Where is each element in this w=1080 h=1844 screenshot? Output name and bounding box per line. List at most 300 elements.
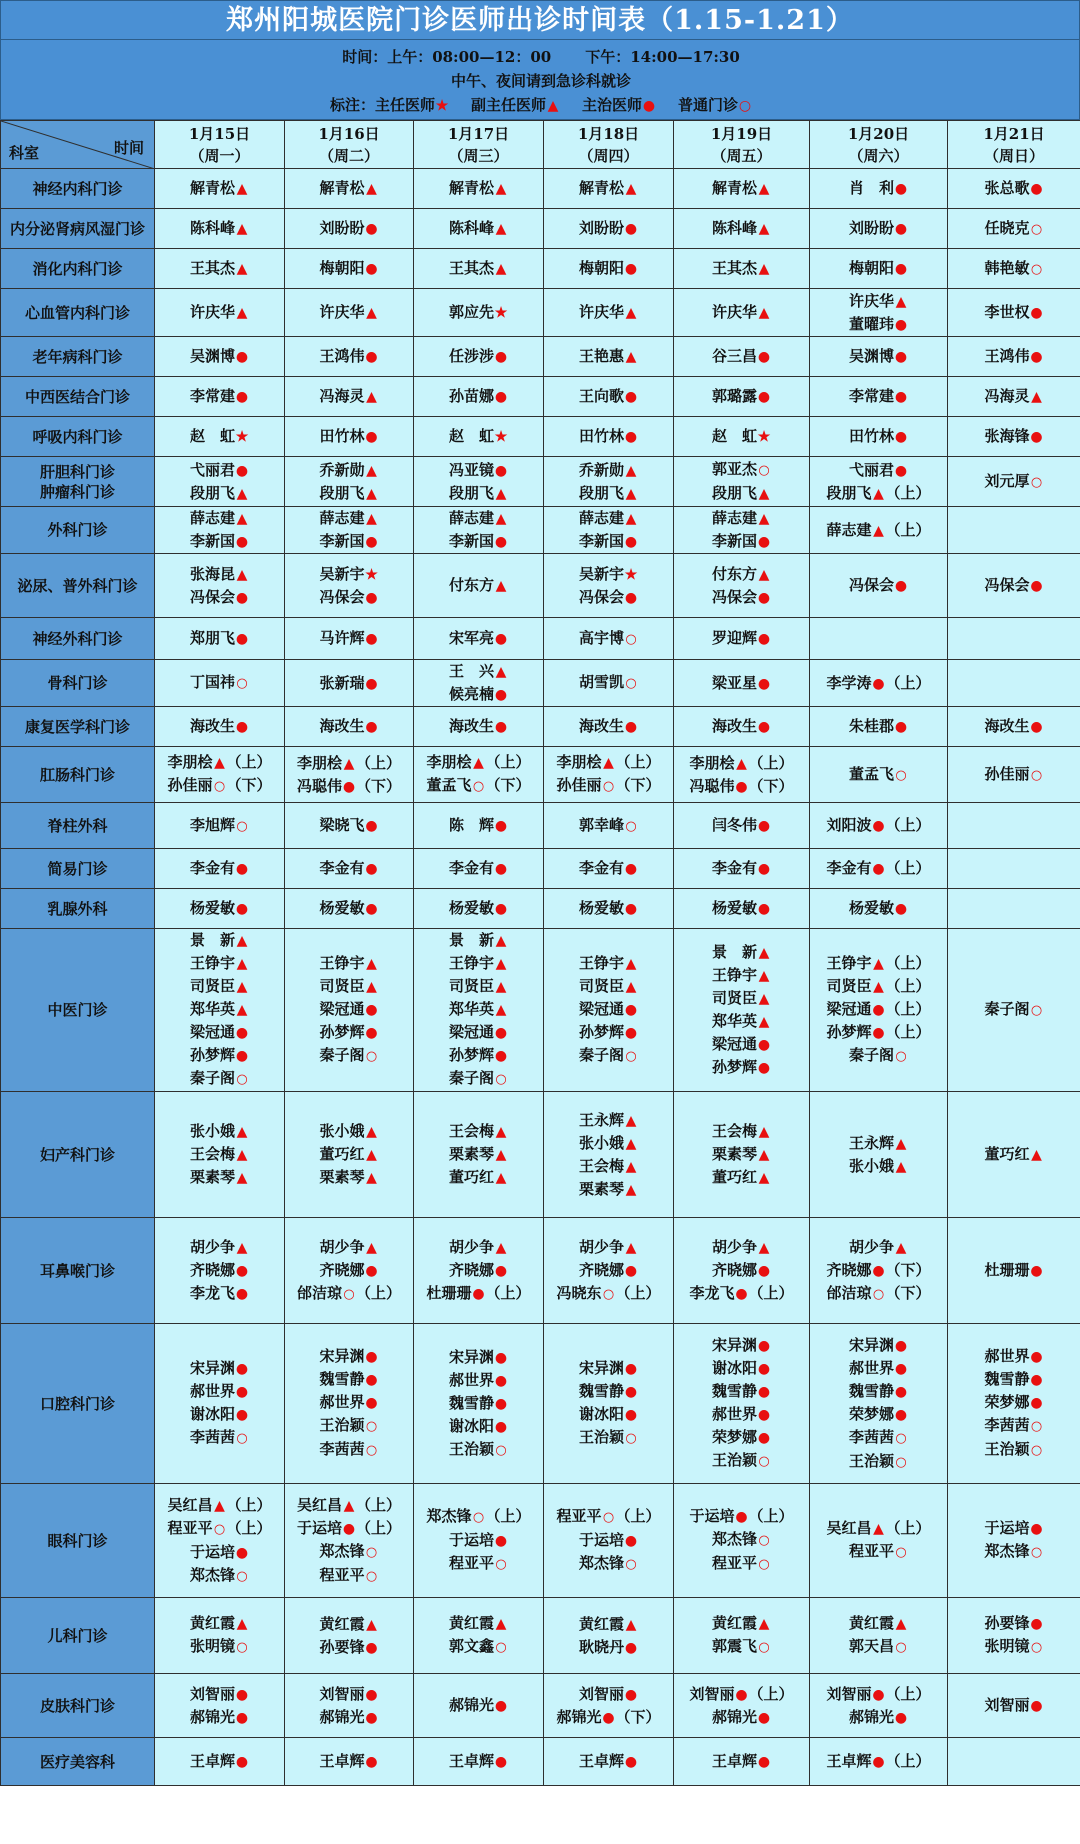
schedule-cell bbox=[674, 289, 810, 337]
triangle-icon: ▲ bbox=[758, 1240, 770, 1256]
filled-circle-icon: ● bbox=[342, 1520, 356, 1537]
doctor-entry bbox=[414, 1143, 543, 1166]
filled-circle-icon: ● bbox=[235, 534, 249, 550]
session-tag: （上） bbox=[885, 1519, 931, 1537]
doctor-name: 黄红霞 bbox=[319, 1614, 365, 1633]
doctor-entry bbox=[285, 672, 413, 695]
schedule-cell bbox=[155, 554, 285, 618]
doctor-name: 海改生 bbox=[319, 717, 365, 735]
doctor-entry bbox=[285, 1236, 413, 1259]
doctor-entry bbox=[414, 345, 543, 368]
filled-circle-icon: ● bbox=[624, 389, 638, 405]
doctor-name: 栗素琴 bbox=[319, 1168, 365, 1186]
doctor-entry bbox=[544, 459, 673, 482]
doctor-entry bbox=[948, 1259, 1080, 1282]
filled-circle-icon: ● bbox=[894, 221, 908, 237]
doctor-name: 郑朋飞 bbox=[189, 629, 235, 647]
doctor-name: 李朋桧 bbox=[426, 753, 472, 771]
afternoon-hours: 下午：14:00—17:30 bbox=[585, 48, 740, 66]
table-row bbox=[1, 1674, 1080, 1738]
doctor-entry bbox=[155, 586, 284, 609]
doctor-entry bbox=[544, 715, 673, 738]
schedule-cell bbox=[544, 1598, 674, 1674]
legend-item bbox=[375, 96, 449, 114]
doctor-entry bbox=[674, 672, 809, 695]
schedule-cell bbox=[155, 507, 285, 554]
dept-cell bbox=[1, 554, 155, 618]
doctor-name: 薛志建 bbox=[319, 509, 365, 527]
doctor-name: 段朋飞 bbox=[448, 483, 494, 502]
schedule-cell bbox=[948, 507, 1080, 554]
schedule-cell bbox=[285, 337, 414, 377]
dept-name: 肿瘤科门诊 bbox=[39, 482, 115, 501]
doctor-name: 王会梅 bbox=[578, 1156, 624, 1175]
session-tag: （上） bbox=[885, 483, 931, 502]
doctor-entry bbox=[674, 301, 809, 324]
triangle-icon: ▲ bbox=[495, 485, 507, 502]
doctor-entry bbox=[414, 660, 543, 683]
ring-icon: ○ bbox=[365, 1568, 378, 1584]
ring-icon: ○ bbox=[365, 1419, 378, 1434]
doctor-entry bbox=[155, 1706, 284, 1729]
doctor-name: 齐晓娜 bbox=[826, 1260, 872, 1279]
doctor-name: 冯保会 bbox=[848, 576, 894, 594]
triangle-icon: ▲ bbox=[758, 486, 770, 502]
triangle-icon: ▲ bbox=[366, 1147, 377, 1163]
doctor-name: 李金有 bbox=[189, 859, 235, 877]
dept-cell bbox=[1, 929, 155, 1092]
doctor-name: 司贤臣 bbox=[578, 977, 624, 995]
doctor-name: 冯聪伟 bbox=[689, 776, 735, 795]
doctor-entry bbox=[674, 1528, 809, 1552]
triangle-icon: ▲ bbox=[495, 578, 507, 594]
filled-circle-icon: ● bbox=[872, 675, 885, 692]
triangle-icon: ▲ bbox=[236, 485, 248, 502]
triangle-icon: ▲ bbox=[625, 1158, 637, 1175]
schedule-cell bbox=[544, 660, 674, 707]
doctor-entry bbox=[285, 1683, 413, 1706]
schedule-cell bbox=[414, 1092, 544, 1218]
doctor-entry bbox=[544, 857, 673, 880]
doctor-entry bbox=[948, 1414, 1080, 1438]
doctor-entry bbox=[674, 1120, 809, 1143]
session-tag: （下） bbox=[615, 776, 661, 794]
doctor-entry bbox=[155, 301, 284, 324]
triangle-icon: ▲ bbox=[625, 462, 637, 479]
table-row bbox=[1, 849, 1080, 889]
doctor-entry bbox=[810, 257, 947, 280]
doctor-entry bbox=[810, 1450, 947, 1474]
filled-circle-icon: ● bbox=[365, 534, 378, 550]
filled-circle-icon: ● bbox=[365, 261, 378, 277]
schedule-cell bbox=[544, 1484, 674, 1598]
doctor-entry bbox=[544, 586, 673, 609]
star-icon: ★ bbox=[494, 305, 508, 321]
triangle-icon: ▲ bbox=[625, 956, 637, 972]
doctor-name: 杨爱敏 bbox=[848, 899, 894, 917]
doctor-name: 王铮宇 bbox=[189, 954, 235, 972]
schedule-cell bbox=[674, 249, 810, 289]
doctor-name: 王卓辉 bbox=[448, 1752, 494, 1770]
dept-name: 外科门诊 bbox=[47, 521, 108, 539]
doctor-name: 郑杰锋 bbox=[578, 1554, 624, 1572]
session-tag: （下） bbox=[226, 776, 272, 794]
doctor-name: 陈科峰 bbox=[711, 219, 757, 237]
schedule-cell bbox=[810, 849, 948, 889]
doctor-entry bbox=[155, 1120, 284, 1143]
doctor-entry bbox=[285, 530, 413, 553]
doctor-entry bbox=[285, 1282, 413, 1306]
doctor-entry bbox=[544, 1750, 673, 1773]
doctor-name: 栗素琴 bbox=[711, 1145, 757, 1163]
doctor-name: 孙梦辉 bbox=[578, 1023, 624, 1041]
filled-circle-icon: ● bbox=[757, 534, 771, 550]
doctor-name: 张明镜 bbox=[189, 1637, 235, 1655]
doctor-name: 许庆华 bbox=[319, 303, 365, 321]
doctor-name: 孙梦辉 bbox=[189, 1046, 235, 1064]
doctor-name: 郑杰锋 bbox=[711, 1530, 757, 1548]
triangle-icon: ▲ bbox=[547, 98, 559, 114]
session-tag: （下） bbox=[885, 1260, 931, 1279]
doctor-entry bbox=[285, 482, 413, 505]
dept-name: 简易门诊 bbox=[47, 859, 108, 878]
ring-icon: ○ bbox=[1030, 1003, 1043, 1018]
doctor-name: 郑华英 bbox=[189, 1000, 235, 1018]
doctor-name: 王铮宇 bbox=[578, 954, 624, 972]
schedule-cell bbox=[674, 1092, 810, 1218]
filled-circle-icon: ● bbox=[365, 1709, 378, 1726]
schedule-cell bbox=[810, 1674, 948, 1738]
doctor-name: 张小娥 bbox=[189, 1122, 235, 1140]
doctor-name: 张新瑞 bbox=[319, 673, 365, 692]
table-row bbox=[1, 803, 1080, 849]
doctor-entry bbox=[544, 1155, 673, 1178]
schedule-cell bbox=[155, 1484, 285, 1598]
doctor-name: 李世权 bbox=[984, 303, 1030, 321]
doctor-entry bbox=[544, 897, 673, 920]
doctor-name: 薛志建 bbox=[578, 509, 624, 527]
doctor-entry bbox=[414, 301, 543, 324]
doctor-name: 吴红昌 bbox=[167, 1495, 213, 1514]
schedule-cell bbox=[155, 209, 285, 249]
doctor-name: 赵 虹 bbox=[448, 427, 494, 445]
filled-circle-icon: ● bbox=[365, 1395, 378, 1411]
doctor-entry bbox=[285, 814, 413, 837]
doctor-entry bbox=[810, 313, 947, 336]
doctor-entry bbox=[544, 1380, 673, 1403]
session-tag: （上） bbox=[356, 1495, 402, 1514]
doctor-entry bbox=[674, 715, 809, 738]
schedule-cell bbox=[810, 209, 948, 249]
doctor-name: 王艳惠 bbox=[578, 347, 624, 365]
ring-icon: ○ bbox=[895, 767, 907, 783]
triangle-icon: ▲ bbox=[366, 389, 377, 405]
dept-name: 老年病科门诊 bbox=[32, 347, 123, 366]
ring-icon: ○ bbox=[236, 1568, 248, 1584]
schedule-cell bbox=[544, 1738, 674, 1786]
schedule-cell bbox=[674, 457, 810, 507]
doctor-entry bbox=[810, 1357, 947, 1380]
doctor-entry bbox=[544, 1044, 673, 1068]
doctor-name: 齐晓娜 bbox=[578, 1260, 624, 1279]
doctor-entry bbox=[810, 1403, 947, 1426]
doctor-entry bbox=[544, 1357, 673, 1380]
doctor-entry bbox=[674, 345, 809, 368]
doctor-entry bbox=[414, 1236, 543, 1259]
triangle-icon: ▲ bbox=[625, 1616, 637, 1633]
doctor-entry bbox=[155, 1021, 284, 1044]
doctor-name: 李茜茜 bbox=[319, 1440, 365, 1458]
schedule-cell bbox=[155, 337, 285, 377]
filled-circle-icon: ● bbox=[494, 1025, 508, 1041]
doctor-name: 董孟飞 bbox=[848, 764, 894, 783]
triangle-icon: ▲ bbox=[1031, 389, 1042, 405]
doctor-name: 于运培 bbox=[448, 1531, 494, 1549]
schedule-cell bbox=[155, 849, 285, 889]
schedule-cell bbox=[674, 660, 810, 707]
schedule-cell bbox=[948, 209, 1080, 249]
doctor-name: 谢冰阳 bbox=[189, 1405, 235, 1423]
session-tag: （下） bbox=[615, 1707, 661, 1726]
triangle-icon: ▲ bbox=[1031, 1147, 1042, 1163]
doctor-name: 董曜玮 bbox=[848, 314, 894, 333]
triangle-icon: ▲ bbox=[895, 1239, 907, 1256]
session-tag: （上） bbox=[485, 753, 531, 771]
doctor-name: 海改生 bbox=[189, 717, 235, 735]
doctor-entry bbox=[810, 1021, 947, 1044]
doctor-entry bbox=[285, 1345, 413, 1368]
triangle-icon: ▲ bbox=[343, 755, 355, 772]
doctor-entry bbox=[674, 987, 809, 1010]
doctor-entry bbox=[810, 482, 947, 505]
filled-circle-icon: ● bbox=[757, 861, 771, 877]
schedule-cell bbox=[285, 747, 414, 803]
doctor-entry bbox=[285, 1414, 413, 1438]
doctor-name: 宋异渊 bbox=[319, 1347, 365, 1365]
doctor-name: 郝世界 bbox=[848, 1358, 894, 1377]
doctor-entry bbox=[285, 459, 413, 482]
doctor-name: 陈科峰 bbox=[448, 219, 494, 237]
schedule-cell bbox=[674, 929, 810, 1092]
schedule-cell bbox=[285, 1738, 414, 1786]
filled-circle-icon: ● bbox=[235, 1361, 249, 1377]
doctor-name: 郑华英 bbox=[448, 1000, 494, 1018]
triangle-icon: ▲ bbox=[758, 968, 770, 984]
schedule-cell bbox=[155, 169, 285, 209]
doctor-entry bbox=[155, 751, 284, 774]
dept-cell bbox=[1, 1218, 155, 1324]
doctor-name: 王治颖 bbox=[711, 1451, 757, 1469]
schedule-cell bbox=[544, 457, 674, 507]
triangle-icon: ▲ bbox=[758, 1014, 770, 1030]
filled-circle-icon: ● bbox=[894, 462, 908, 479]
dept-name: 骨科门诊 bbox=[47, 674, 108, 692]
doctor-name: 荣梦娜 bbox=[848, 1404, 894, 1423]
doctor-name: 王永辉 bbox=[848, 1133, 894, 1152]
legend-label: 普通门诊 bbox=[678, 96, 739, 114]
doctor-name: 刘智丽 bbox=[984, 1696, 1030, 1714]
dept-cell bbox=[1, 209, 155, 249]
dept-name: 内分泌肾病风湿门诊 bbox=[9, 219, 145, 238]
doctor-name: 梁冠通 bbox=[826, 1000, 872, 1018]
filled-circle-icon: ● bbox=[1030, 1521, 1043, 1537]
doctor-entry bbox=[810, 1517, 947, 1540]
filled-circle-icon: ● bbox=[624, 221, 638, 237]
doctor-entry bbox=[674, 627, 809, 650]
doctor-entry bbox=[285, 1564, 413, 1588]
triangle-icon: ▲ bbox=[758, 1170, 770, 1186]
doctor-entry bbox=[414, 627, 543, 650]
doctor-entry bbox=[948, 574, 1080, 597]
day-week: （周一） bbox=[189, 146, 250, 165]
doctor-name: 郝锦光 bbox=[448, 1696, 494, 1714]
doctor-name: 胡少争 bbox=[448, 1238, 494, 1256]
filled-circle-icon: ● bbox=[1030, 578, 1043, 594]
schedule-cell bbox=[155, 929, 285, 1092]
triangle-icon: ▲ bbox=[366, 305, 377, 321]
filled-circle-icon: ● bbox=[602, 1709, 615, 1726]
table-row bbox=[1, 457, 1080, 507]
schedule-cell bbox=[674, 554, 810, 618]
doctor-entry bbox=[155, 1357, 284, 1380]
triangle-icon: ▲ bbox=[495, 511, 507, 527]
doctor-entry bbox=[674, 1683, 809, 1706]
doctor-name: 胡少争 bbox=[848, 1237, 894, 1256]
filled-circle-icon: ● bbox=[757, 675, 771, 692]
doctor-entry bbox=[544, 952, 673, 975]
doctor-name: 司贤臣 bbox=[826, 977, 872, 995]
filled-circle-icon: ● bbox=[894, 1406, 908, 1423]
legend-label: 副主任医师 bbox=[470, 96, 546, 114]
doctor-entry bbox=[810, 998, 947, 1021]
filled-circle-icon: ● bbox=[235, 861, 249, 877]
doctor-entry bbox=[810, 1044, 947, 1068]
doctor-name: 孙佳丽 bbox=[556, 776, 602, 794]
doctor-name: 吴红昌 bbox=[296, 1495, 342, 1514]
schedule-cell bbox=[674, 618, 810, 660]
schedule-cell bbox=[414, 377, 544, 417]
session-tag: （上） bbox=[485, 1507, 531, 1525]
day-header bbox=[948, 121, 1080, 169]
doctor-name: 李学涛 bbox=[826, 673, 872, 692]
schedule-cell bbox=[285, 1674, 414, 1738]
table-row bbox=[1, 417, 1080, 457]
doctor-entry bbox=[414, 1438, 543, 1462]
doctor-name: 冯保会 bbox=[984, 576, 1030, 594]
ring-icon: ○ bbox=[1030, 474, 1043, 490]
doctor-entry bbox=[810, 672, 947, 695]
filled-circle-icon: ● bbox=[365, 589, 378, 606]
doctor-entry bbox=[674, 563, 809, 586]
doctor-entry bbox=[155, 217, 284, 240]
legend-item bbox=[471, 96, 560, 114]
doctor-name: 冯海灵 bbox=[984, 387, 1030, 405]
filled-circle-icon: ● bbox=[235, 1544, 249, 1561]
filled-circle-icon: ● bbox=[624, 1533, 638, 1549]
doctor-name: 付东方 bbox=[448, 576, 494, 594]
doctor-name: 王治颖 bbox=[578, 1428, 624, 1446]
triangle-icon: ▲ bbox=[366, 956, 377, 972]
doctor-name: 海改生 bbox=[448, 717, 494, 735]
schedule-cell bbox=[948, 1598, 1080, 1674]
table-row bbox=[1, 169, 1080, 209]
doctor-name: 冯保会 bbox=[319, 587, 365, 606]
table-row bbox=[1, 289, 1080, 337]
doctor-entry bbox=[414, 530, 543, 553]
doctor-entry bbox=[285, 507, 413, 530]
filled-circle-icon: ● bbox=[1030, 719, 1043, 735]
ring-icon: ○ bbox=[758, 463, 770, 478]
schedule-cell bbox=[155, 1092, 285, 1218]
filled-circle-icon: ● bbox=[757, 1384, 771, 1400]
schedule-cell bbox=[414, 337, 544, 377]
triangle-icon: ▲ bbox=[758, 261, 770, 277]
doctor-name: 于运培 bbox=[296, 1518, 342, 1537]
day-date: 1月20日 bbox=[847, 124, 910, 143]
filled-circle-icon: ● bbox=[365, 221, 378, 237]
schedule-cell bbox=[674, 1324, 810, 1484]
triangle-icon: ▲ bbox=[236, 1240, 248, 1256]
legend-prefix: 标注： bbox=[329, 96, 375, 114]
filled-circle-icon: ● bbox=[365, 1349, 378, 1365]
triangle-icon: ▲ bbox=[366, 181, 377, 197]
doctor-entry bbox=[285, 998, 413, 1021]
doctor-name: 邰洁琼 bbox=[826, 1283, 872, 1302]
doctor-name: 田竹林 bbox=[319, 427, 365, 445]
doctor-entry bbox=[674, 1706, 809, 1729]
triangle-icon: ▲ bbox=[625, 979, 637, 995]
doctor-entry bbox=[810, 217, 947, 240]
doctor-name: 杨爱敏 bbox=[711, 899, 757, 917]
doctor-name: 胡雪凯 bbox=[578, 673, 624, 691]
filled-circle-icon: ● bbox=[1030, 1698, 1043, 1714]
doctor-name: 谷三昌 bbox=[711, 347, 757, 365]
doctor-name: 黄红霞 bbox=[448, 1614, 494, 1632]
doctor-name: 李茜茜 bbox=[984, 1416, 1030, 1434]
schedule-cell bbox=[810, 289, 948, 337]
doctor-name: 刘元厚 bbox=[984, 471, 1030, 490]
doctor-name: 冯保会 bbox=[578, 587, 624, 606]
day-header bbox=[285, 121, 414, 169]
schedule-cell bbox=[414, 1484, 544, 1598]
filled-circle-icon: ● bbox=[624, 719, 638, 735]
triangle-icon: ▲ bbox=[758, 305, 770, 321]
triangle-icon: ▲ bbox=[758, 566, 770, 583]
doctor-name: 孙苗娜 bbox=[448, 387, 494, 405]
doctor-entry bbox=[155, 952, 284, 975]
doctor-entry bbox=[948, 1635, 1080, 1659]
schedule-cell bbox=[285, 457, 414, 507]
doctor-entry bbox=[414, 1392, 543, 1415]
doctor-entry bbox=[414, 1021, 543, 1044]
doctor-name: 孙梦辉 bbox=[448, 1046, 494, 1064]
doctor-name: 任晓克 bbox=[984, 218, 1030, 237]
doctor-entry bbox=[948, 425, 1080, 448]
filled-circle-icon: ● bbox=[494, 719, 508, 735]
doctor-entry bbox=[155, 1259, 284, 1282]
doctor-entry bbox=[155, 627, 284, 650]
doctor-entry bbox=[155, 1044, 284, 1067]
doctor-entry bbox=[414, 1529, 543, 1552]
schedule-cell bbox=[414, 457, 544, 507]
doctor-name: 李新国 bbox=[448, 532, 494, 550]
doctor-entry bbox=[674, 1750, 809, 1773]
filled-circle-icon: ● bbox=[494, 1263, 508, 1279]
schedule-cell bbox=[544, 417, 674, 457]
dept-name: 神经外科门诊 bbox=[32, 629, 123, 648]
doctor-entry bbox=[285, 1021, 413, 1044]
doctor-entry bbox=[544, 627, 673, 651]
